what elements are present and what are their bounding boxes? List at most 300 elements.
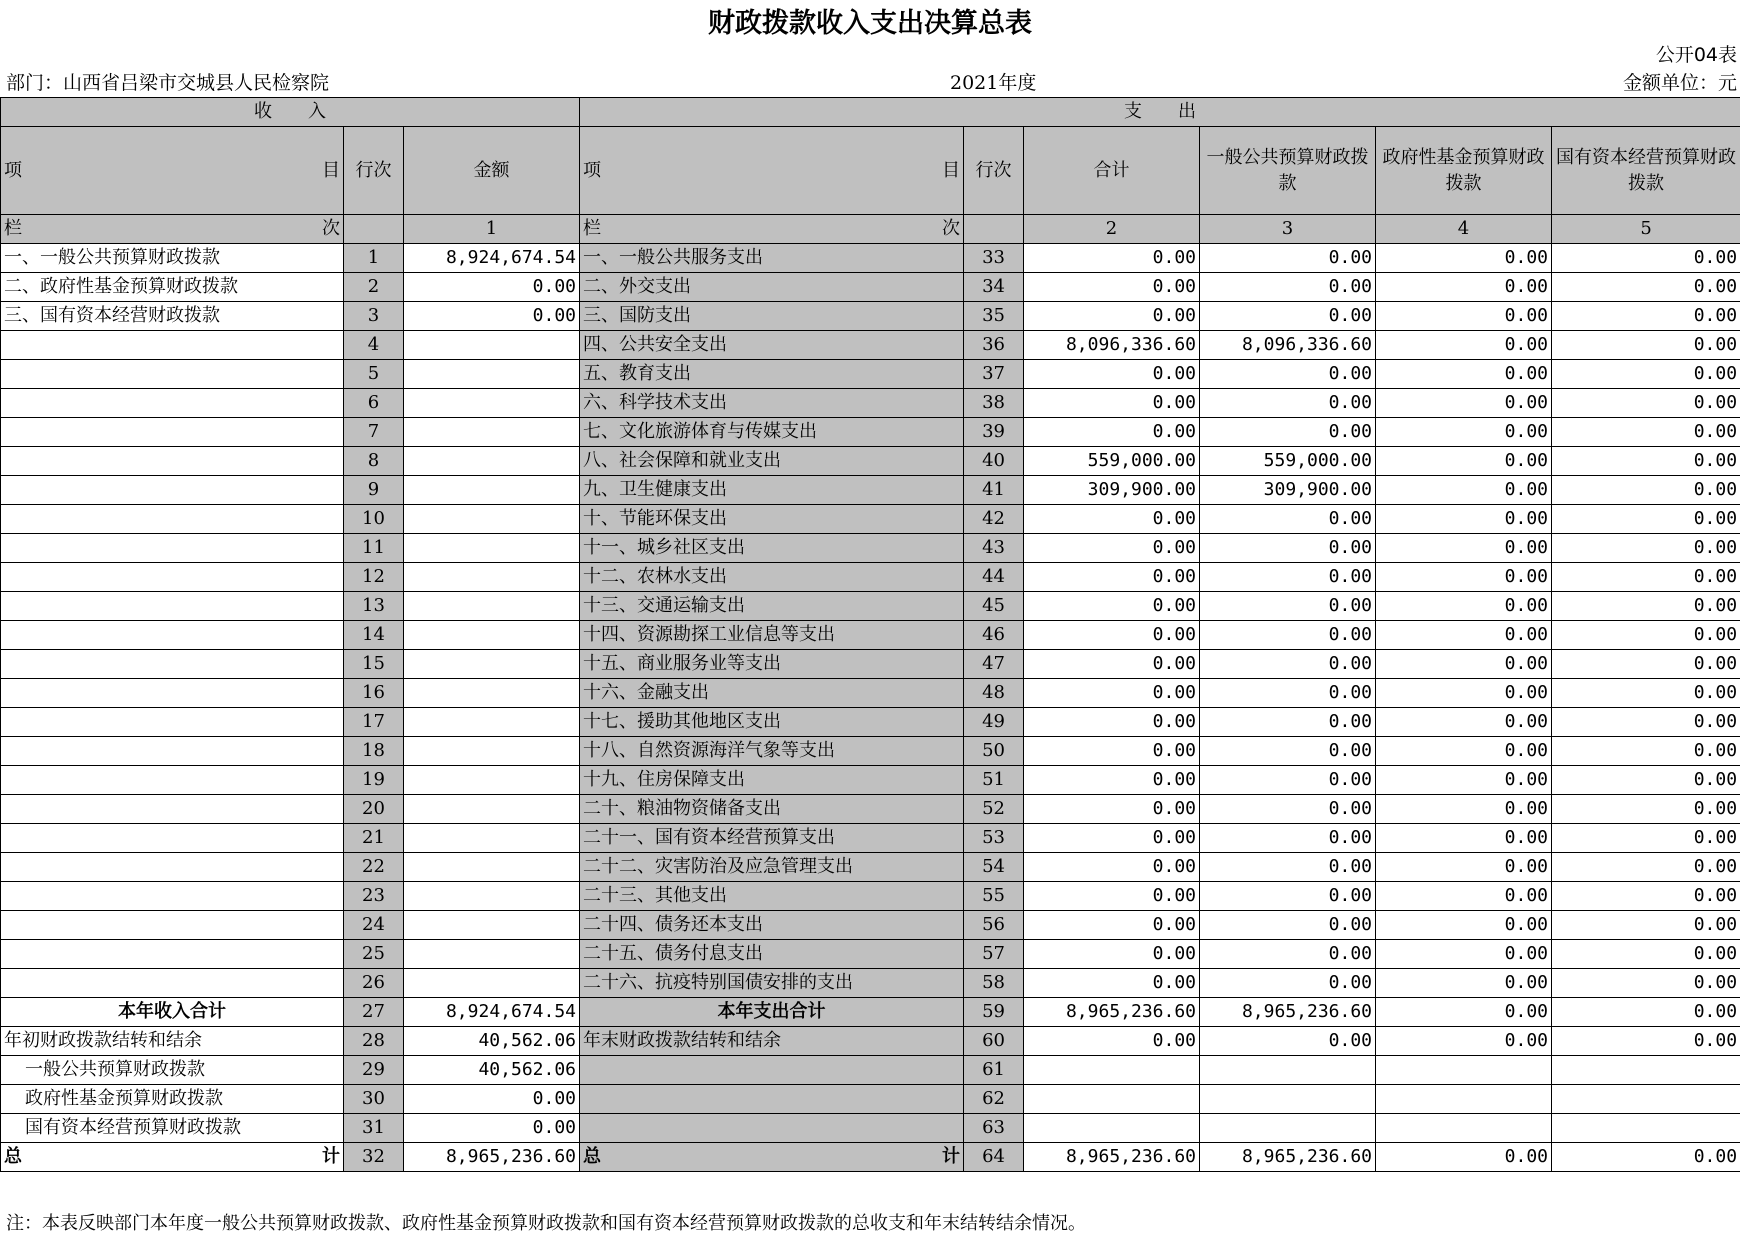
form-number: 公开04表 bbox=[1655, 44, 1737, 66]
expense-item: 二、外交支出 bbox=[580, 273, 964, 302]
expense-state-capital bbox=[1552, 1056, 1740, 1085]
expense-total: 0.00 bbox=[1024, 679, 1200, 708]
income-row-no: 24 bbox=[344, 911, 404, 940]
expense-general-budget: 8,965,236.60 bbox=[1200, 1143, 1376, 1172]
expense-row-no: 37 bbox=[964, 360, 1024, 389]
expense-item: 五、教育支出 bbox=[580, 360, 964, 389]
expense-gov-fund: 0.00 bbox=[1376, 563, 1552, 592]
expense-state-capital: 0.00 bbox=[1552, 447, 1740, 476]
income-amount bbox=[404, 650, 580, 679]
income-row-no: 10 bbox=[344, 505, 404, 534]
expense-gov-fund: 0.00 bbox=[1376, 853, 1552, 882]
table-row bbox=[1, 563, 1740, 592]
expense-general-budget: 0.00 bbox=[1200, 708, 1376, 737]
expense-total: 309,900.00 bbox=[1024, 476, 1200, 505]
expense-general-budget: 8,096,336.60 bbox=[1200, 331, 1376, 360]
expense-item bbox=[580, 1114, 964, 1143]
carry-over-row bbox=[1, 1085, 1740, 1114]
income-row-no: 6 bbox=[344, 389, 404, 418]
income-item bbox=[1, 447, 344, 476]
expense-general-budget: 0.00 bbox=[1200, 273, 1376, 302]
expense-general-budget: 0.00 bbox=[1200, 505, 1376, 534]
footnote: 注：本表反映部门本年度一般公共预算财政拨款、政府性基金预算财政拨款和国有资本经营预算财政拨款的总收支和年末结转结余情况。 bbox=[6, 1213, 1086, 1234]
income-row-no: 16 bbox=[344, 679, 404, 708]
income-row-no: 29 bbox=[344, 1056, 404, 1085]
income-item bbox=[1, 360, 344, 389]
income-row-no: 22 bbox=[344, 853, 404, 882]
table-row bbox=[1, 621, 1740, 650]
income-item bbox=[1, 766, 344, 795]
income-item bbox=[1, 940, 344, 969]
income-row-no: 31 bbox=[344, 1114, 404, 1143]
expense-total: 8,096,336.60 bbox=[1024, 331, 1200, 360]
expense-gov-fund: 0.00 bbox=[1376, 447, 1552, 476]
expense-total: 0.00 bbox=[1024, 708, 1200, 737]
expense-row-no: 39 bbox=[964, 418, 1024, 447]
expense-general-budget: 0.00 bbox=[1200, 737, 1376, 766]
income-amount bbox=[404, 940, 580, 969]
expense-general-budget: 0.00 bbox=[1200, 244, 1376, 273]
expense-item: 七、文化旅游体育与传媒支出 bbox=[580, 418, 964, 447]
expense-general-budget: 0.00 bbox=[1200, 650, 1376, 679]
income-amount bbox=[404, 563, 580, 592]
expense-total: 8,965,236.60 bbox=[1024, 1143, 1200, 1172]
expense-state-capital: 0.00 bbox=[1552, 882, 1740, 911]
income-amount: 40,562.06 bbox=[404, 1027, 580, 1056]
expense-item bbox=[580, 1085, 964, 1114]
expense-general-budget: 0.00 bbox=[1200, 882, 1376, 911]
income-row-no: 14 bbox=[344, 621, 404, 650]
expense-gov-fund: 0.00 bbox=[1376, 650, 1552, 679]
expense-row-no: 64 bbox=[964, 1143, 1024, 1172]
expense-row-no: 46 bbox=[964, 621, 1024, 650]
expense-gov-fund: 0.00 bbox=[1376, 273, 1552, 302]
income-row-no: 12 bbox=[344, 563, 404, 592]
expense-state-capital: 0.00 bbox=[1552, 418, 1740, 447]
expense-gov-fund: 0.00 bbox=[1376, 505, 1552, 534]
expense-row-no: 43 bbox=[964, 534, 1024, 563]
expense-row-no: 49 bbox=[964, 708, 1024, 737]
income-amount bbox=[404, 911, 580, 940]
expense-total: 0.00 bbox=[1024, 1027, 1200, 1056]
expense-total: 0.00 bbox=[1024, 940, 1200, 969]
expense-grand-total-label: 总 计 bbox=[580, 1143, 964, 1172]
expense-general-budget: 0.00 bbox=[1200, 563, 1376, 592]
expense-gov-fund: 0.00 bbox=[1376, 389, 1552, 418]
income-grand-total-label: 总 计 bbox=[1, 1143, 344, 1172]
table-row bbox=[1, 766, 1740, 795]
expense-gov-fund bbox=[1376, 1085, 1552, 1114]
income-item bbox=[1, 737, 344, 766]
expense-total: 0.00 bbox=[1024, 505, 1200, 534]
expense-state-capital: 0.00 bbox=[1552, 1143, 1740, 1172]
expense-total: 559,000.00 bbox=[1024, 447, 1200, 476]
income-amount bbox=[404, 360, 580, 389]
expense-state-capital: 0.00 bbox=[1552, 244, 1740, 273]
income-item bbox=[1, 505, 344, 534]
expense-state-capital: 0.00 bbox=[1552, 534, 1740, 563]
expense-state-capital: 0.00 bbox=[1552, 505, 1740, 534]
expense-item: 二十四、债务还本支出 bbox=[580, 911, 964, 940]
table-row bbox=[1, 679, 1740, 708]
income-amount bbox=[404, 969, 580, 998]
income-amount bbox=[404, 708, 580, 737]
expense-total: 0.00 bbox=[1024, 882, 1200, 911]
expense-total bbox=[1024, 1056, 1200, 1085]
expense-gov-fund: 0.00 bbox=[1376, 621, 1552, 650]
expense-gov-fund: 0.00 bbox=[1376, 1027, 1552, 1056]
expense-state-capital: 0.00 bbox=[1552, 853, 1740, 882]
expense-total: 0.00 bbox=[1024, 853, 1200, 882]
expense-total: 0.00 bbox=[1024, 273, 1200, 302]
income-amount bbox=[404, 476, 580, 505]
table-row bbox=[1, 911, 1740, 940]
column-number-5: 5 bbox=[1552, 215, 1740, 244]
expense-row-no: 61 bbox=[964, 1056, 1024, 1085]
expense-row-no-header: 行次 bbox=[964, 127, 1024, 215]
table-row bbox=[1, 418, 1740, 447]
income-year-total-label: 本年收入合计 bbox=[1, 998, 344, 1027]
table-row bbox=[1, 650, 1740, 679]
expense-row-no: 47 bbox=[964, 650, 1024, 679]
expense-item: 二十五、债务付息支出 bbox=[580, 940, 964, 969]
income-row-no: 18 bbox=[344, 737, 404, 766]
expense-row-no: 36 bbox=[964, 331, 1024, 360]
expense-total: 0.00 bbox=[1024, 418, 1200, 447]
expense-general-budget bbox=[1200, 1085, 1376, 1114]
income-item bbox=[1, 389, 344, 418]
expense-gov-fund: 0.00 bbox=[1376, 911, 1552, 940]
expense-total: 0.00 bbox=[1024, 621, 1200, 650]
expense-item: 十、节能环保支出 bbox=[580, 505, 964, 534]
income-item: 二、政府性基金预算财政拨款 bbox=[1, 273, 344, 302]
expense-row-no: 35 bbox=[964, 302, 1024, 331]
income-amount bbox=[404, 592, 580, 621]
expense-row-no: 33 bbox=[964, 244, 1024, 273]
expense-gov-fund: 0.00 bbox=[1376, 244, 1552, 273]
expense-row-no: 53 bbox=[964, 824, 1024, 853]
expense-item: 十二、农林水支出 bbox=[580, 563, 964, 592]
expense-total: 0.00 bbox=[1024, 824, 1200, 853]
expense-item: 四、公共安全支出 bbox=[580, 331, 964, 360]
table-row bbox=[1, 882, 1740, 911]
income-amount: 8,924,674.54 bbox=[404, 998, 580, 1027]
total-header: 合计 bbox=[1024, 127, 1200, 215]
expense-general-budget: 0.00 bbox=[1200, 418, 1376, 447]
expense-total: 0.00 bbox=[1024, 650, 1200, 679]
expense-gov-fund: 0.00 bbox=[1376, 795, 1552, 824]
expense-general-budget: 0.00 bbox=[1200, 853, 1376, 882]
expense-gov-fund: 0.00 bbox=[1376, 708, 1552, 737]
income-amount: 0.00 bbox=[404, 1085, 580, 1114]
table-row bbox=[1, 331, 1740, 360]
expense-general-budget: 0.00 bbox=[1200, 1027, 1376, 1056]
department-label: 部门：山西省吕梁市交城县人民检察院 bbox=[6, 72, 330, 94]
expense-year-total-label: 本年支出合计 bbox=[580, 998, 964, 1027]
expense-state-capital: 0.00 bbox=[1552, 679, 1740, 708]
expense-column-no-blank bbox=[964, 215, 1024, 244]
income-amount bbox=[404, 505, 580, 534]
expense-total: 0.00 bbox=[1024, 592, 1200, 621]
income-row-no: 32 bbox=[344, 1143, 404, 1172]
expense-total: 0.00 bbox=[1024, 737, 1200, 766]
expense-item: 三、国防支出 bbox=[580, 302, 964, 331]
expense-state-capital: 0.00 bbox=[1552, 1027, 1740, 1056]
table-row bbox=[1, 389, 1740, 418]
report-title: 财政拨款收入支出决算总表 bbox=[708, 8, 1032, 39]
expense-row-no: 57 bbox=[964, 940, 1024, 969]
expense-state-capital: 0.00 bbox=[1552, 360, 1740, 389]
expense-general-budget: 0.00 bbox=[1200, 824, 1376, 853]
expense-item: 十六、金融支出 bbox=[580, 679, 964, 708]
income-item bbox=[1, 824, 344, 853]
carry-over-row bbox=[1, 1056, 1740, 1085]
expense-gov-fund: 0.00 bbox=[1376, 824, 1552, 853]
income-item bbox=[1, 795, 344, 824]
income-item bbox=[1, 911, 344, 940]
expense-state-capital: 0.00 bbox=[1552, 737, 1740, 766]
income-item bbox=[1, 650, 344, 679]
income-amount-header: 金额 bbox=[404, 127, 580, 215]
expense-item: 十一、城乡社区支出 bbox=[580, 534, 964, 563]
table-row bbox=[1, 737, 1740, 766]
expense-general-budget: 0.00 bbox=[1200, 911, 1376, 940]
expense-gov-fund: 0.00 bbox=[1376, 882, 1552, 911]
expense-total bbox=[1024, 1114, 1200, 1143]
income-row-no: 17 bbox=[344, 708, 404, 737]
expense-general-budget bbox=[1200, 1056, 1376, 1085]
table-row bbox=[1, 302, 1740, 331]
income-row-no: 28 bbox=[344, 1027, 404, 1056]
column-number-2: 2 bbox=[1024, 215, 1200, 244]
income-row-no: 4 bbox=[344, 331, 404, 360]
expense-item: 年末财政拨款结转和结余 bbox=[580, 1027, 964, 1056]
expense-state-capital: 0.00 bbox=[1552, 621, 1740, 650]
expense-general-budget bbox=[1200, 1114, 1376, 1143]
budget-summary-table bbox=[0, 97, 1740, 1172]
expense-state-capital: 0.00 bbox=[1552, 302, 1740, 331]
expense-column-label: 栏 次 bbox=[580, 215, 964, 244]
income-row-no: 23 bbox=[344, 882, 404, 911]
income-row-no: 19 bbox=[344, 766, 404, 795]
income-item: 一般公共预算财政拨款 bbox=[1, 1056, 344, 1085]
income-amount bbox=[404, 679, 580, 708]
expense-row-no: 45 bbox=[964, 592, 1024, 621]
table-row bbox=[1, 505, 1740, 534]
income-item bbox=[1, 853, 344, 882]
expense-state-capital: 0.00 bbox=[1552, 824, 1740, 853]
table-row bbox=[1, 940, 1740, 969]
expense-state-capital: 0.00 bbox=[1552, 998, 1740, 1027]
expense-state-capital: 0.00 bbox=[1552, 795, 1740, 824]
expense-state-capital: 0.00 bbox=[1552, 273, 1740, 302]
income-row-no: 13 bbox=[344, 592, 404, 621]
fiscal-year-label: 2021年度 bbox=[950, 72, 1037, 94]
expense-total bbox=[1024, 1085, 1200, 1114]
expense-state-capital: 0.00 bbox=[1552, 476, 1740, 505]
income-item bbox=[1, 592, 344, 621]
expense-state-capital: 0.00 bbox=[1552, 708, 1740, 737]
expense-general-budget: 309,900.00 bbox=[1200, 476, 1376, 505]
income-item bbox=[1, 534, 344, 563]
expense-item: 二十二、灾害防治及应急管理支出 bbox=[580, 853, 964, 882]
expense-item bbox=[580, 1056, 964, 1085]
expense-item: 二十六、抗疫特别国债安排的支出 bbox=[580, 969, 964, 998]
income-amount bbox=[404, 331, 580, 360]
expense-general-budget: 0.00 bbox=[1200, 389, 1376, 418]
expense-row-no: 38 bbox=[964, 389, 1024, 418]
income-row-no: 20 bbox=[344, 795, 404, 824]
income-item bbox=[1, 418, 344, 447]
expense-section-header: 支 出 bbox=[580, 98, 1740, 127]
grand-total-row bbox=[1, 1143, 1740, 1172]
income-row-no: 2 bbox=[344, 273, 404, 302]
expense-row-no: 52 bbox=[964, 795, 1024, 824]
income-amount bbox=[404, 882, 580, 911]
expense-general-budget: 0.00 bbox=[1200, 940, 1376, 969]
income-item: 年初财政拨款结转和结余 bbox=[1, 1027, 344, 1056]
year-total-row bbox=[1, 998, 1740, 1027]
expense-state-capital: 0.00 bbox=[1552, 389, 1740, 418]
table-row bbox=[1, 360, 1740, 389]
expense-item: 十四、资源勘探工业信息等支出 bbox=[580, 621, 964, 650]
income-item bbox=[1, 708, 344, 737]
expense-total: 0.00 bbox=[1024, 389, 1200, 418]
expense-row-no: 62 bbox=[964, 1085, 1024, 1114]
expense-row-no: 55 bbox=[964, 882, 1024, 911]
expense-gov-fund: 0.00 bbox=[1376, 969, 1552, 998]
expense-state-capital: 0.00 bbox=[1552, 766, 1740, 795]
income-item: 政府性基金预算财政拨款 bbox=[1, 1085, 344, 1114]
income-row-no: 5 bbox=[344, 360, 404, 389]
income-amount bbox=[404, 621, 580, 650]
expense-gov-fund bbox=[1376, 1114, 1552, 1143]
expense-row-no: 42 bbox=[964, 505, 1024, 534]
expense-state-capital: 0.00 bbox=[1552, 563, 1740, 592]
expense-gov-fund bbox=[1376, 1056, 1552, 1085]
income-item bbox=[1, 621, 344, 650]
expense-state-capital: 0.00 bbox=[1552, 592, 1740, 621]
expense-row-no: 56 bbox=[964, 911, 1024, 940]
expense-row-no: 40 bbox=[964, 447, 1024, 476]
income-amount bbox=[404, 795, 580, 824]
expense-item: 八、社会保障和就业支出 bbox=[580, 447, 964, 476]
expense-general-budget: 0.00 bbox=[1200, 679, 1376, 708]
carry-over-row bbox=[1, 1114, 1740, 1143]
expense-total: 0.00 bbox=[1024, 795, 1200, 824]
expense-state-capital: 0.00 bbox=[1552, 650, 1740, 679]
expense-state-capital bbox=[1552, 1114, 1740, 1143]
expense-row-no: 50 bbox=[964, 737, 1024, 766]
income-row-no: 1 bbox=[344, 244, 404, 273]
income-amount: 40,562.06 bbox=[404, 1056, 580, 1085]
income-amount bbox=[404, 418, 580, 447]
income-row-no: 25 bbox=[344, 940, 404, 969]
income-amount bbox=[404, 534, 580, 563]
income-row-no: 27 bbox=[344, 998, 404, 1027]
expense-row-no: 34 bbox=[964, 273, 1024, 302]
income-item: 三、国有资本经营财政拨款 bbox=[1, 302, 344, 331]
table-row bbox=[1, 708, 1740, 737]
income-item bbox=[1, 563, 344, 592]
expense-state-capital: 0.00 bbox=[1552, 331, 1740, 360]
table-row bbox=[1, 824, 1740, 853]
expense-row-no: 41 bbox=[964, 476, 1024, 505]
expense-general-budget: 0.00 bbox=[1200, 534, 1376, 563]
expense-state-capital: 0.00 bbox=[1552, 911, 1740, 940]
expense-gov-fund: 0.00 bbox=[1376, 1143, 1552, 1172]
income-row-no: 3 bbox=[344, 302, 404, 331]
table-row bbox=[1, 476, 1740, 505]
expense-total: 0.00 bbox=[1024, 969, 1200, 998]
expense-general-budget: 0.00 bbox=[1200, 621, 1376, 650]
expense-item: 十九、住房保障支出 bbox=[580, 766, 964, 795]
income-section-header: 收 入 bbox=[1, 98, 580, 127]
income-amount: 0.00 bbox=[404, 1114, 580, 1143]
expense-row-no: 58 bbox=[964, 969, 1024, 998]
expense-total: 0.00 bbox=[1024, 563, 1200, 592]
income-row-no: 15 bbox=[344, 650, 404, 679]
expense-general-budget: 0.00 bbox=[1200, 302, 1376, 331]
income-amount bbox=[404, 824, 580, 853]
expense-item: 十五、商业服务业等支出 bbox=[580, 650, 964, 679]
expense-item: 十三、交通运输支出 bbox=[580, 592, 964, 621]
expense-state-capital: 0.00 bbox=[1552, 969, 1740, 998]
expense-gov-fund: 0.00 bbox=[1376, 476, 1552, 505]
income-row-no-header: 行次 bbox=[344, 127, 404, 215]
expense-general-budget: 0.00 bbox=[1200, 766, 1376, 795]
expense-gov-fund: 0.00 bbox=[1376, 592, 1552, 621]
income-item bbox=[1, 882, 344, 911]
expense-total: 0.00 bbox=[1024, 766, 1200, 795]
income-amount: 0.00 bbox=[404, 302, 580, 331]
income-column-no-blank bbox=[344, 215, 404, 244]
table-row bbox=[1, 273, 1740, 302]
table-row bbox=[1, 592, 1740, 621]
income-row-no: 9 bbox=[344, 476, 404, 505]
table-row bbox=[1, 447, 1740, 476]
expense-general-budget: 0.00 bbox=[1200, 795, 1376, 824]
income-amount: 8,965,236.60 bbox=[404, 1143, 580, 1172]
expense-total: 0.00 bbox=[1024, 534, 1200, 563]
expense-item: 六、科学技术支出 bbox=[580, 389, 964, 418]
expense-item: 二十三、其他支出 bbox=[580, 882, 964, 911]
carry-over-row bbox=[1, 1027, 1740, 1056]
expense-row-no: 51 bbox=[964, 766, 1024, 795]
state-capital-header: 国有资本经营预算财政拨款 bbox=[1552, 127, 1740, 215]
column-number-4: 4 bbox=[1376, 215, 1552, 244]
income-amount bbox=[404, 737, 580, 766]
expense-total: 0.00 bbox=[1024, 911, 1200, 940]
income-amount bbox=[404, 447, 580, 476]
income-row-no: 7 bbox=[344, 418, 404, 447]
expense-row-no: 63 bbox=[964, 1114, 1024, 1143]
income-item: 国有资本经营预算财政拨款 bbox=[1, 1114, 344, 1143]
expense-item: 二十、粮油物资储备支出 bbox=[580, 795, 964, 824]
income-row-no: 21 bbox=[344, 824, 404, 853]
income-amount bbox=[404, 389, 580, 418]
expense-gov-fund: 0.00 bbox=[1376, 737, 1552, 766]
expense-row-no: 54 bbox=[964, 853, 1024, 882]
expense-total: 8,965,236.60 bbox=[1024, 998, 1200, 1027]
expense-gov-fund: 0.00 bbox=[1376, 331, 1552, 360]
income-item-header: 项 目 bbox=[1, 127, 344, 215]
general-budget-header: 一般公共预算财政拨款 bbox=[1200, 127, 1376, 215]
expense-row-no: 48 bbox=[964, 679, 1024, 708]
expense-item: 二十一、国有资本经营预算支出 bbox=[580, 824, 964, 853]
income-column-label: 栏 次 bbox=[1, 215, 344, 244]
table-row bbox=[1, 795, 1740, 824]
